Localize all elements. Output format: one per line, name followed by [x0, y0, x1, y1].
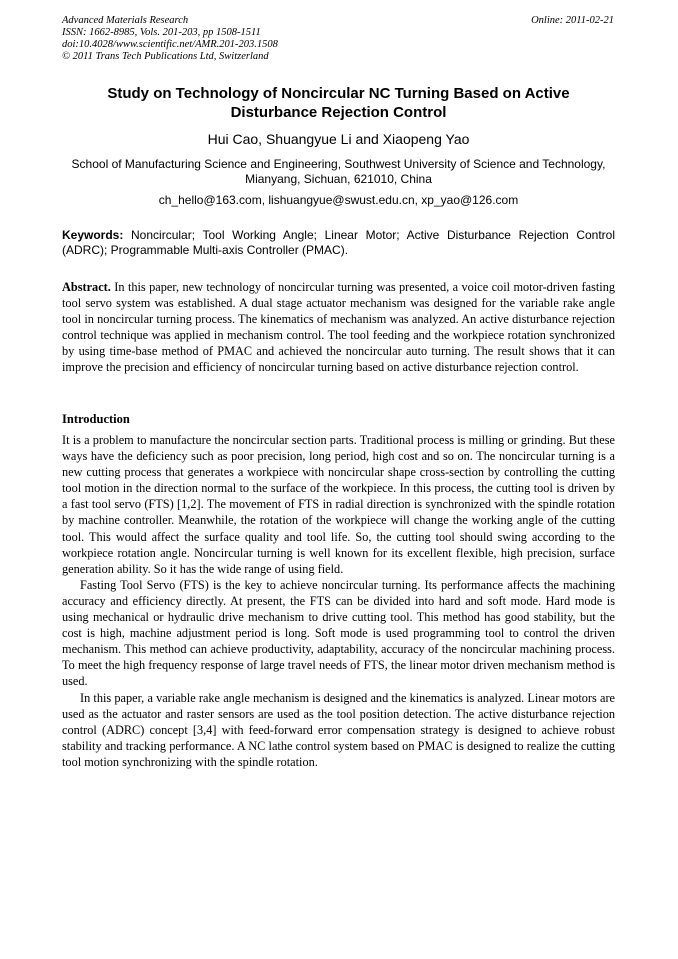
copyright-line: © 2011 Trans Tech Publications Ltd, Switzerland: [62, 51, 269, 62]
journal-name: Advanced Materials Research: [62, 15, 189, 26]
doi-line: doi:10.4028/www.scientific.net/AMR.201-203.1508: [62, 39, 278, 50]
keywords-text: Noncircular; Tool Working Angle; Linear Motor; Active Disturbance Rejection Control (ADRC); Programmable Multi-axis Controller (PMAC).: [62, 228, 615, 257]
abstract-label: Abstract.: [62, 280, 111, 294]
section-heading-introduction: Introduction: [62, 412, 130, 426]
keywords-label: Keywords:: [62, 228, 124, 242]
author-list: Hui Cao, Shuangyue Li and Xiaopeng Yao: [207, 131, 470, 147]
intro-paragraph: Fasting Tool Servo (FTS) is the key to achieve noncircular turning. Its performance affects the machining accuracy and efficiency directly. At present, the FTS can be divided into hard and soft mode. Hard mode is using mechanical or hydraulic drive mechanism to drive cutting tool. This method has good stability, but the cost is high, machine adjustment period is long. Soft mode is used programming tool to control the driven mechanism. This method can achieve productivity, adaptability, accuracy of the noncircular machining process. To meet the high frequency response of large travel needs of FTS, the linear motor driven mechanism method is used.: [62, 577, 615, 689]
affiliation: School of Manufacturing Science and Engineering, Southwest University of Science and Technology, Mianyang, Sichuan, 621010, China: [71, 157, 606, 186]
online-date: Online: 2011-02-21: [531, 15, 614, 26]
intro-paragraph: It is a problem to manufacture the noncircular section parts. Traditional process is milling or grinding. But these ways have the deficiency such as poor precision, long period, high cost and so on. The noncircular turning is a new cutting process that generates a workpiece with noncircular shape cross-section by controlling the cutting tool motion in the direction normal to the surface of the workpiece. In this process, the cutting tool is driven by a fast tool servo (FTS) [1,2]. The movement of FTS in radial direction is synchronized with the spindle rotation by machine controller. Meanwhile, the rotation of the workpiece will change the working angle of the cutting tool. This would affect the surface quality and tool life. So, the cutting tool should swing according to the workpiece rotation angle. Noncircular turning is well known for its excellent flexible, high precision, surface generation ability. So it has the wide range of using field.: [62, 433, 615, 576]
abstract: [62, 279, 615, 376]
keywords: [62, 228, 615, 258]
journal-header: [62, 15, 278, 63]
introduction-body: [62, 432, 615, 770]
abstract-text: In this paper, new technology of noncircular turning was presented, a voice coil motor-driven fasting tool servo system was established. A dual stage actuator mechanism was designed for the variable rake angle tool in noncircular turning process. The kinematics of mechanism was analyzed. An active disturbance rejection control technique was applied in mechanism control. The tool feeding and the workpiece rotation synchronized by using time-base method of PMAC and achieved the noncircular auto turning. The result shows that it can improve the precision and efficiency of noncircular turning based on active disturbance rejection control.: [62, 280, 615, 375]
intro-paragraph: In this paper, a variable rake angle mechanism is designed and the kinematics is analyzed. Linear motors are used as the actuator and raster sensors are used as the tool position detection. The active disturbance rejection control (ADRC) concept [3,4] with feed-forward error compensation strategy is designed to achieve robust stability and tracking performance. A NC lathe control system based on PMAC is designed to realize the cutting tool motion synchronizing with the spindle rotation.: [62, 690, 615, 769]
paper-title: Study on Technology of Noncircular NC Turning Based on Active Disturbance Rejection Control: [107, 85, 570, 121]
issn-line: ISSN: 1662-8985, Vols. 201-203, pp 1508-1511: [62, 27, 261, 38]
author-emails: ch_hello@163.com, lishuangyue@swust.edu.cn, xp_yao@126.com: [158, 193, 519, 207]
